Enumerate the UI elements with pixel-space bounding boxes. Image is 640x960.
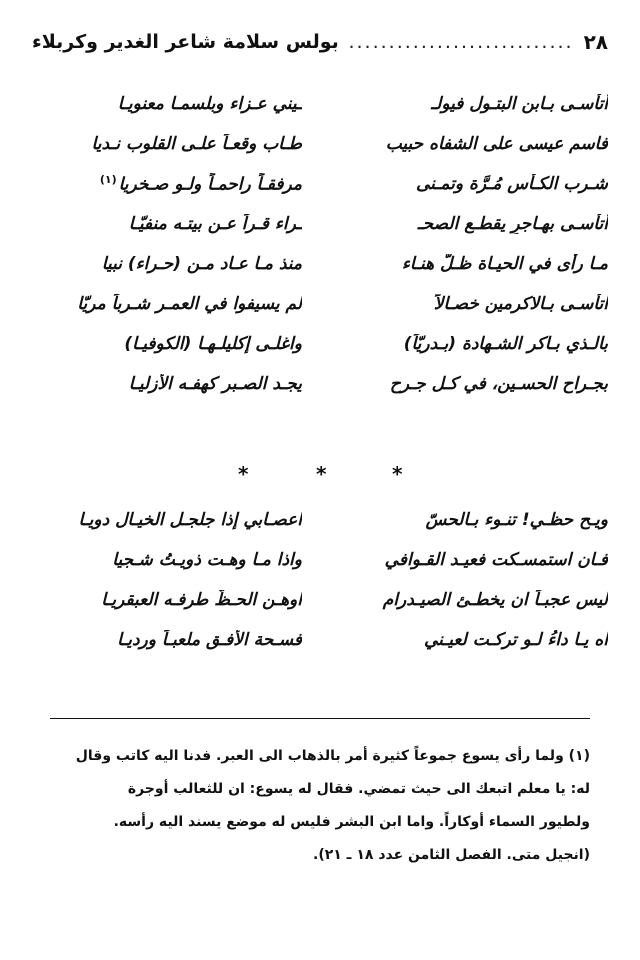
verse-line bbox=[32, 364, 608, 404]
verse-line bbox=[32, 540, 608, 580]
verse-text: مرفقـاً راحمـاً ولـو صـخريا bbox=[118, 174, 302, 195]
verse-second-hemistich: اعصـابي إذا جلجـل الخيـال دويـا bbox=[78, 510, 302, 530]
verse-line bbox=[32, 124, 608, 164]
verse-first-hemistich: ليس عجبـاً ان يخطـئ الصيـدرام bbox=[382, 590, 608, 610]
footnote-line: له: يا معلم اتبعك الى حيث تمضي. فقال له يسوع: ان للثعالب أوجرة bbox=[127, 781, 590, 797]
footnote bbox=[40, 740, 590, 872]
verse-first-hemistich: بالـذي بـاكر الشـهادة (بـدريّاً) bbox=[403, 334, 608, 354]
footnote-line: (انجيل متى. الفصل الثامن عدد ١٨ ـ ٢١). bbox=[313, 847, 590, 863]
footnote-reference[interactable]: (١) bbox=[99, 173, 117, 187]
verse-second-hemistich: لم يسيفوا في العمـر شـرباً مريّا bbox=[77, 294, 302, 314]
verse-second-hemistich: اوهـن الحـظُّ طرفـه العبقريـا bbox=[101, 590, 302, 610]
footnote-divider bbox=[50, 718, 590, 719]
poem-stanza-2 bbox=[32, 500, 608, 660]
page-number: ٢٨ bbox=[583, 30, 608, 54]
verse-line bbox=[32, 500, 608, 540]
verse-line bbox=[32, 324, 608, 364]
verse-first-hemistich: فـان استمسـكت فعيـد القـوافي bbox=[384, 550, 608, 570]
separator-asterisk: * bbox=[238, 462, 249, 486]
verse-second-hemistich: فسـحة الأفـق ملعبـاً ورديـا bbox=[117, 630, 302, 650]
leader-dots bbox=[349, 31, 574, 53]
verse-first-hemistich: ويـح حظـي! تنـوء بـالحسّ bbox=[425, 510, 608, 530]
verse-second-hemistich: منذ مـا عـاد مـن (حـراء) نبيا bbox=[101, 254, 302, 274]
verse-first-hemistich: أتأسـى بـابن البتـول فيولـ bbox=[431, 94, 608, 114]
verse-first-hemistich: شـرب الكـأس مُـرَّة وتمـنى bbox=[416, 174, 608, 194]
verse-line bbox=[32, 580, 608, 620]
verse-line bbox=[32, 84, 608, 124]
running-title: بولس سلامة شاعر الغدير وكربلاء bbox=[32, 31, 339, 53]
verse-second-hemistich: طـاب وقعـاً علـى القلوب نـديا bbox=[91, 134, 302, 154]
verse-second-hemistich: ـيني عـزاء وبلسمـا معنويـا bbox=[117, 94, 302, 114]
verse-first-hemistich: اه يـا داءُ لـو تركـت لعيـني bbox=[423, 630, 608, 650]
footnote-line: (١) ولما رأى يسوع جموعاً كثيرة أمر بالذهاب الى العبر. فدنا اليه كاتب وقال bbox=[75, 748, 590, 764]
section-separator bbox=[0, 462, 640, 486]
page-header bbox=[32, 28, 608, 56]
verse-first-hemistich: مـا رأى في الحيـاة ظـلّ هنـاء bbox=[401, 254, 608, 274]
verse-second-hemistich bbox=[32, 173, 302, 195]
poem-stanza-1 bbox=[32, 84, 608, 404]
verse-second-hemistich: واغلـى إكليلـهـا (الكوفيـا) bbox=[124, 334, 302, 354]
footnote-line: ولطيور السماء أوكاراً. واما ابن البشر فليس له موضع يسند اليه رأسه. bbox=[113, 814, 590, 830]
verse-first-hemistich: فاسم عيسى على الشفاه حبيب bbox=[385, 134, 608, 154]
verse-line bbox=[32, 284, 608, 324]
verse-line bbox=[32, 164, 608, 204]
separator-asterisk: * bbox=[316, 462, 327, 486]
separator-asterisk: * bbox=[392, 462, 403, 486]
verse-line bbox=[32, 244, 608, 284]
verse-second-hemistich: ـراء قـراً عـن بيتـه منفيّـا bbox=[128, 214, 302, 234]
verse-first-hemistich: أتأسـى بهـاجرٍ يقطـع الصحـ bbox=[417, 214, 608, 234]
verse-line bbox=[32, 620, 608, 660]
verse-first-hemistich: اتأسـى بـالاكرمين خصـالاً bbox=[433, 294, 608, 314]
verse-second-hemistich: يجـد الصـبر كهفـه الأزليـا bbox=[128, 374, 302, 394]
verse-first-hemistich: بجـراح الحسـين، في كـل جـرح bbox=[389, 374, 608, 394]
verse-second-hemistich: واذا مـا وهـت ذويـتُ شـجيا bbox=[112, 550, 302, 570]
verse-line bbox=[32, 204, 608, 244]
